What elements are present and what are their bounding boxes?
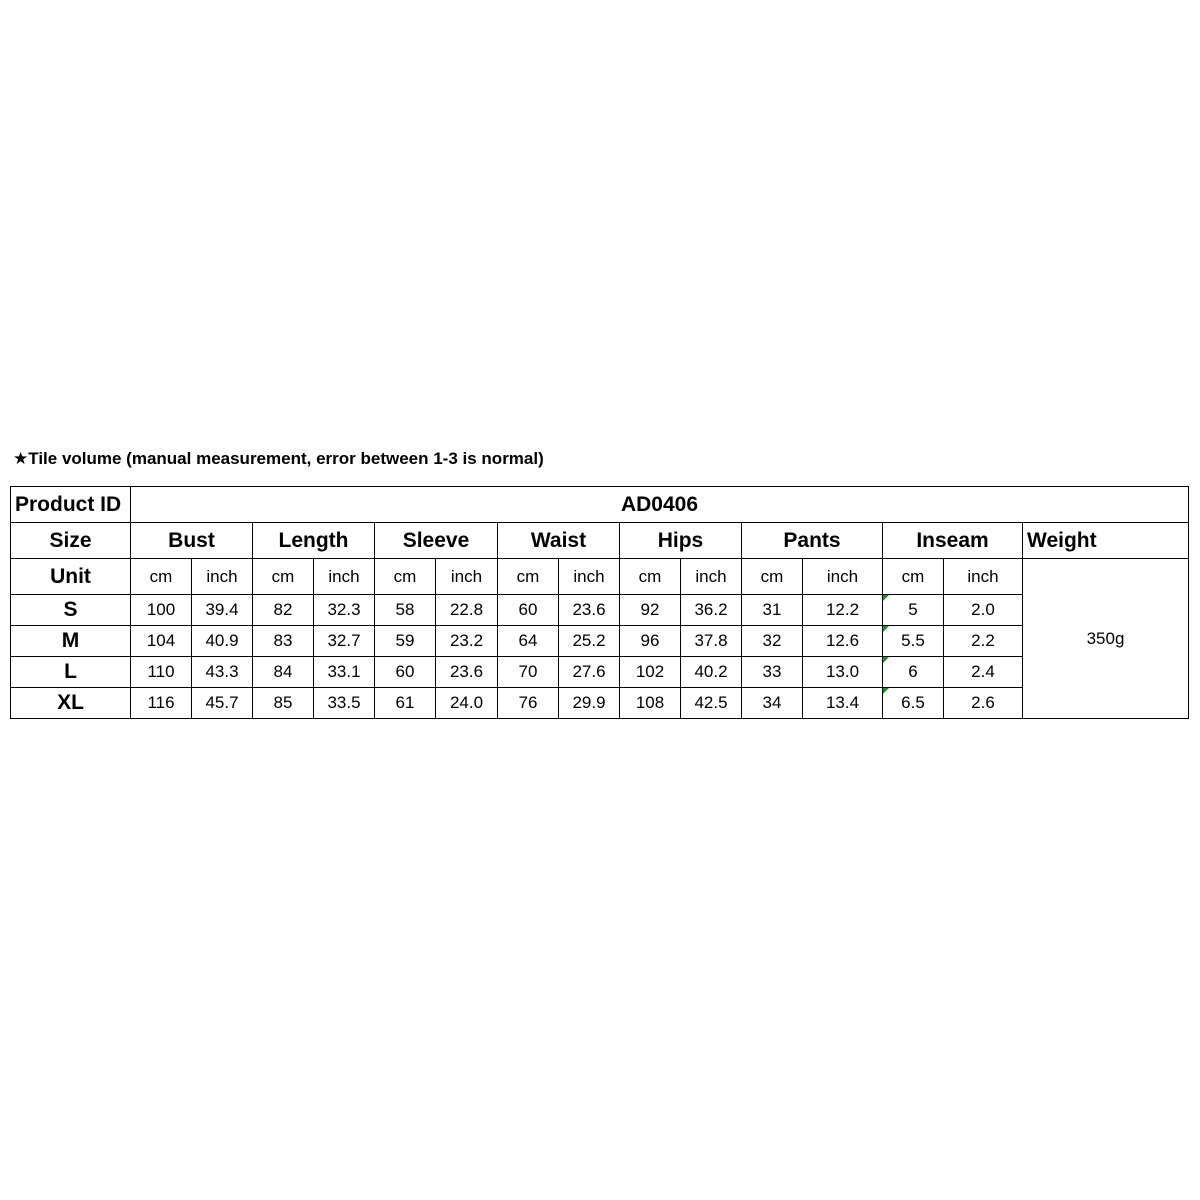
value-cell: 110 xyxy=(131,657,192,688)
measurement-header: Length xyxy=(253,523,375,559)
unit-cell: cm xyxy=(620,559,681,595)
product-id-row xyxy=(11,487,1189,523)
measurement-header: Hips xyxy=(620,523,742,559)
table-row xyxy=(11,688,1189,719)
value-cell: 104 xyxy=(131,626,192,657)
value-cell: 61 xyxy=(375,688,436,719)
value-cell: 42.5 xyxy=(681,688,742,719)
value-cell: 43.3 xyxy=(192,657,253,688)
value-cell: 33.1 xyxy=(314,657,375,688)
value-cell: 108 xyxy=(620,688,681,719)
value-cell: 33 xyxy=(742,657,803,688)
value-cell: 32.7 xyxy=(314,626,375,657)
product-id-label: Product ID xyxy=(11,487,131,523)
value-cell: 39.4 xyxy=(192,595,253,626)
value-cell: 60 xyxy=(498,595,559,626)
product-id-value: AD0406 xyxy=(131,487,1189,523)
table-row xyxy=(11,657,1189,688)
measurement-header: Sleeve xyxy=(375,523,498,559)
measurement-header: Pants xyxy=(742,523,883,559)
value-cell: 116 xyxy=(131,688,192,719)
size-chart-table xyxy=(10,486,1189,719)
value-cell: 100 xyxy=(131,595,192,626)
unit-label: Unit xyxy=(11,559,131,595)
value-cell: 82 xyxy=(253,595,314,626)
value-cell: 33.5 xyxy=(314,688,375,719)
value-cell: 13.0 xyxy=(803,657,883,688)
unit-cell: cm xyxy=(883,559,944,595)
value-cell: 102 xyxy=(620,657,681,688)
weight-value: 350g xyxy=(1023,559,1189,719)
value-cell: 85 xyxy=(253,688,314,719)
size-label-cell: S xyxy=(11,595,131,626)
value-cell: 45.7 xyxy=(192,688,253,719)
value-cell: 24.0 xyxy=(436,688,498,719)
unit-cell: inch xyxy=(436,559,498,595)
value-cell: 84 xyxy=(253,657,314,688)
value-cell: 5.5 xyxy=(883,626,944,657)
value-cell: 5 xyxy=(883,595,944,626)
value-cell: 29.9 xyxy=(559,688,620,719)
value-cell: 83 xyxy=(253,626,314,657)
unit-cell: inch xyxy=(192,559,253,595)
value-cell: 32.3 xyxy=(314,595,375,626)
measurement-header: Waist xyxy=(498,523,620,559)
unit-cell: inch xyxy=(314,559,375,595)
value-cell: 2.6 xyxy=(944,688,1023,719)
value-cell: 96 xyxy=(620,626,681,657)
unit-cell: cm xyxy=(253,559,314,595)
value-cell: 60 xyxy=(375,657,436,688)
table-row xyxy=(11,595,1189,626)
unit-cell: inch xyxy=(944,559,1023,595)
value-cell: 31 xyxy=(742,595,803,626)
value-cell: 2.2 xyxy=(944,626,1023,657)
measurement-header: Inseam xyxy=(883,523,1023,559)
unit-row xyxy=(11,559,1189,595)
value-cell: 36.2 xyxy=(681,595,742,626)
size-label: Size xyxy=(11,523,131,559)
unit-cell: inch xyxy=(681,559,742,595)
value-cell: 13.4 xyxy=(803,688,883,719)
value-cell: 12.6 xyxy=(803,626,883,657)
value-cell: 12.2 xyxy=(803,595,883,626)
value-cell: 2.0 xyxy=(944,595,1023,626)
value-cell: 76 xyxy=(498,688,559,719)
unit-cell: cm xyxy=(742,559,803,595)
value-cell: 22.8 xyxy=(436,595,498,626)
size-label-cell: L xyxy=(11,657,131,688)
value-cell: 40.2 xyxy=(681,657,742,688)
value-cell: 34 xyxy=(742,688,803,719)
value-cell: 6.5 xyxy=(883,688,944,719)
unit-cell: inch xyxy=(559,559,620,595)
value-cell: 92 xyxy=(620,595,681,626)
unit-cell: cm xyxy=(498,559,559,595)
value-cell: 37.8 xyxy=(681,626,742,657)
value-cell: 40.9 xyxy=(192,626,253,657)
value-cell: 32 xyxy=(742,626,803,657)
value-cell: 27.6 xyxy=(559,657,620,688)
unit-cell: cm xyxy=(131,559,192,595)
unit-cell: inch xyxy=(803,559,883,595)
size-header-row xyxy=(11,523,1189,559)
value-cell: 2.4 xyxy=(944,657,1023,688)
table-row xyxy=(11,626,1189,657)
weight-label: Weight xyxy=(1023,523,1189,559)
value-cell: 23.6 xyxy=(559,595,620,626)
table-note: ★Tile volume (manual measurement, error between 1-3 is normal) xyxy=(13,449,544,468)
value-cell: 59 xyxy=(375,626,436,657)
value-cell: 6 xyxy=(883,657,944,688)
value-cell: 25.2 xyxy=(559,626,620,657)
value-cell: 58 xyxy=(375,595,436,626)
unit-cell: cm xyxy=(375,559,436,595)
value-cell: 23.6 xyxy=(436,657,498,688)
size-label-cell: M xyxy=(11,626,131,657)
value-cell: 23.2 xyxy=(436,626,498,657)
measurement-header: Bust xyxy=(131,523,253,559)
value-cell: 70 xyxy=(498,657,559,688)
size-label-cell: XL xyxy=(11,688,131,719)
value-cell: 64 xyxy=(498,626,559,657)
